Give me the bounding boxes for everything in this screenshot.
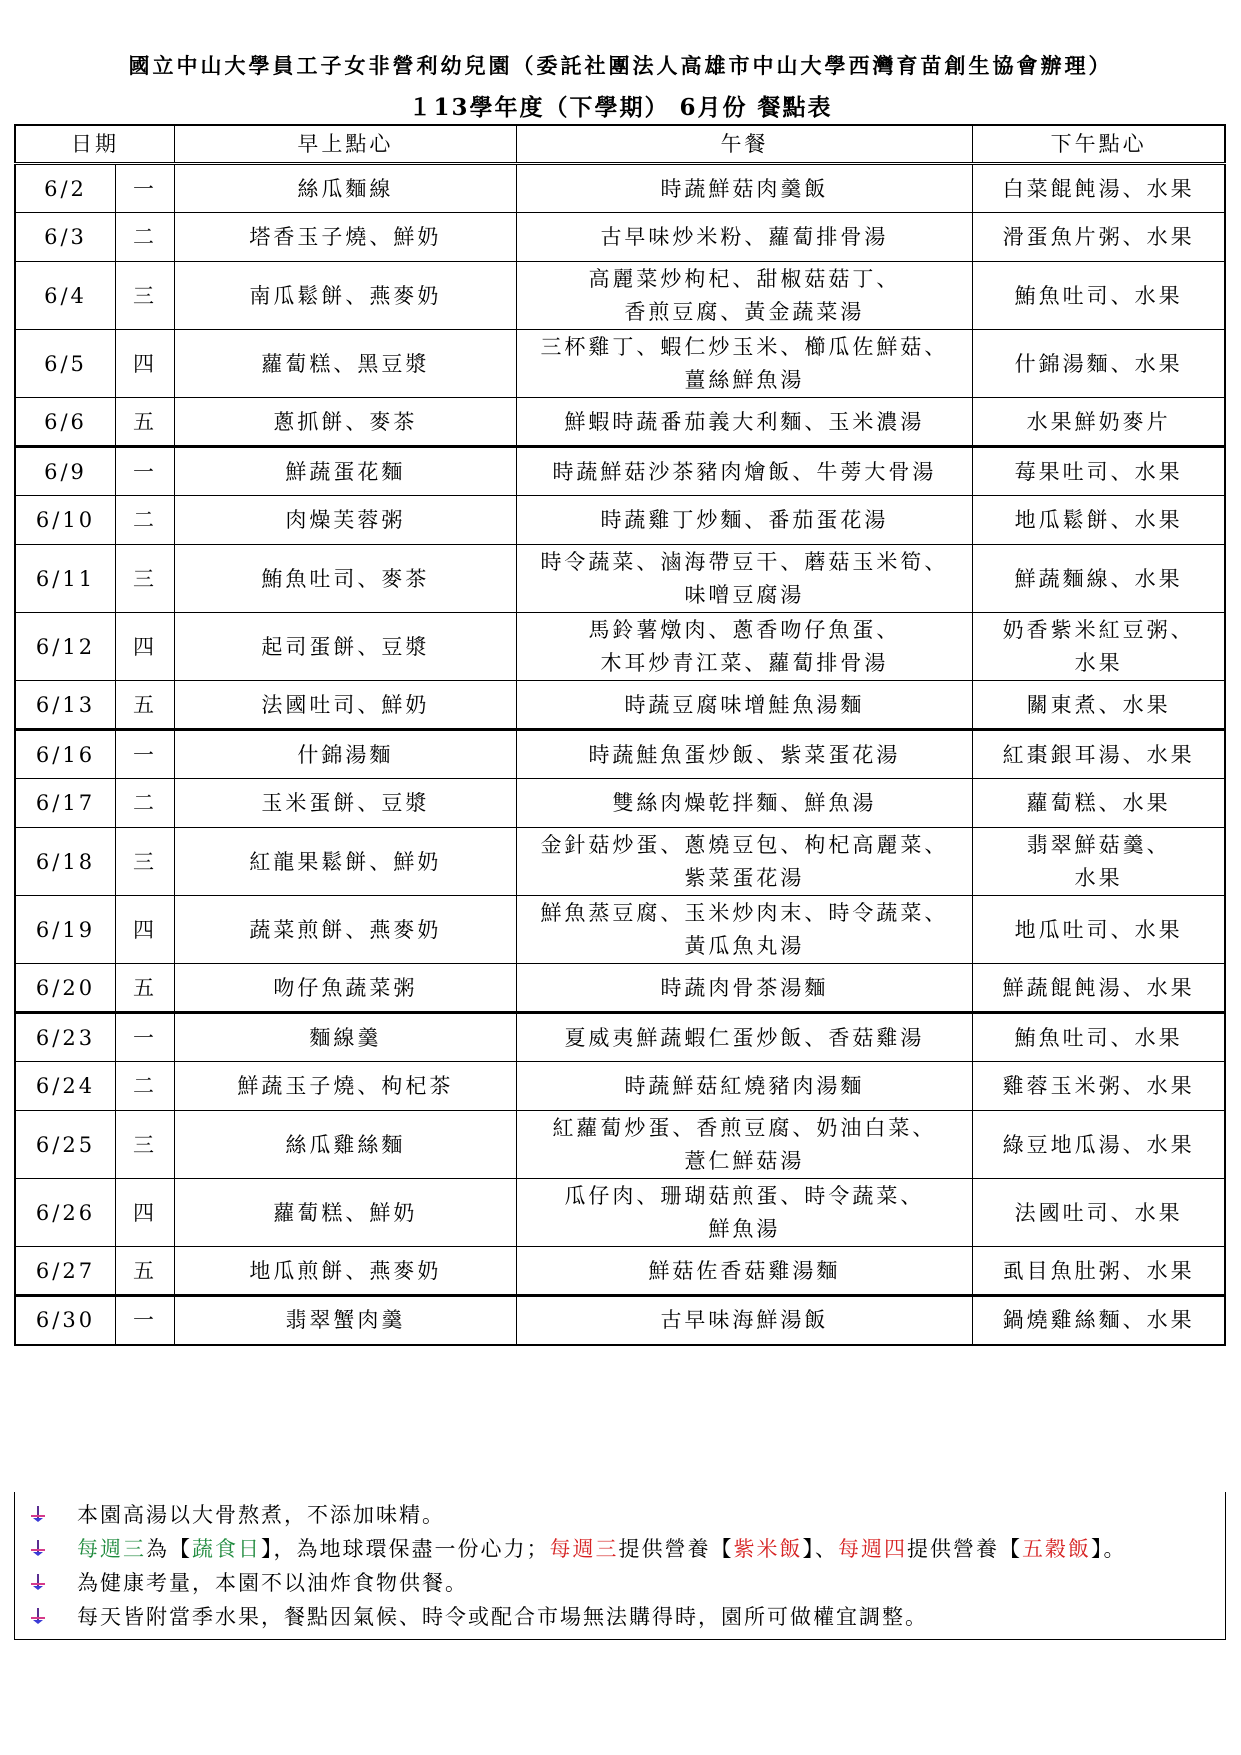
lunch-cell xyxy=(516,964,973,1013)
afternoon-line: 法國吐司、水果 xyxy=(1014,1200,1183,1225)
lunch-line: 黃瓜魚丸湯 xyxy=(684,933,805,958)
weekday-cell: 五 xyxy=(115,681,174,730)
menu-row xyxy=(15,330,1225,398)
afternoon-snack-cell xyxy=(973,828,1225,896)
menu-row xyxy=(15,896,1225,964)
note-2-part: 】，為地球環保盡一份心力； xyxy=(261,1537,550,1561)
lunch-line: 時蔬鮮菇沙茶豬肉燴飯、牛蒡大骨湯 xyxy=(552,459,937,484)
morning-snack-cell: 鮮蔬玉子燒、枸杞茶 xyxy=(175,1062,517,1111)
arrow-bullet-icon xyxy=(31,1608,45,1624)
afternoon-snack-cell xyxy=(973,1296,1225,1345)
afternoon-snack-cell xyxy=(973,730,1225,779)
afternoon-snack-cell xyxy=(973,1247,1225,1296)
lunch-line: 薑絲鮮魚湯 xyxy=(684,367,805,392)
afternoon-snack-cell xyxy=(973,681,1225,730)
weekday-cell: 三 xyxy=(115,1111,174,1179)
morning-snack-cell: 紅龍果鬆餅、鮮奶 xyxy=(175,828,517,896)
morning-snack-cell: 地瓜煎餅、燕麥奶 xyxy=(175,1247,517,1296)
arrow-bullet-icon xyxy=(31,1540,45,1556)
header-row xyxy=(15,125,1225,164)
title-line-2: １13學年度（下學期） 6月份 餐點表 xyxy=(408,94,833,121)
date-cell: 6/5 xyxy=(15,330,115,398)
lunch-cell xyxy=(516,1111,973,1179)
lunch-line: 金針菇炒蛋、蔥燒豆包、枸杞高麗菜、 xyxy=(540,832,949,857)
date-cell: 6/27 xyxy=(15,1247,115,1296)
afternoon-snack-cell xyxy=(973,1111,1225,1179)
menu-row xyxy=(15,447,1225,496)
morning-snack-cell: 肉燥芙蓉粥 xyxy=(175,496,517,545)
morning-snack-cell: 玉米蛋餅、豆漿 xyxy=(175,779,517,828)
afternoon-snack-cell xyxy=(973,964,1225,1013)
afternoon-snack-cell xyxy=(973,398,1225,447)
lunch-line: 古早味炒米粉、蘿蔔排骨湯 xyxy=(600,225,889,249)
note-2-part: 每週四 xyxy=(838,1537,907,1561)
weekday-cell: 五 xyxy=(115,964,174,1013)
morning-snack-cell: 鮮蔬蛋花麵 xyxy=(175,447,517,496)
lunch-cell xyxy=(516,779,973,828)
note-2-part: 五穀飯 xyxy=(1022,1537,1091,1561)
header-lunch: 午餐 xyxy=(516,125,973,164)
note-1-text: 本園高湯以大骨熬煮，不添加味精。 xyxy=(77,1503,445,1527)
note-2-part: 】、 xyxy=(802,1537,838,1561)
menu-row xyxy=(15,613,1225,681)
lunch-cell xyxy=(516,1062,973,1111)
date-cell: 6/24 xyxy=(15,1062,115,1111)
menu-row xyxy=(15,213,1225,262)
lunch-cell xyxy=(516,1179,973,1247)
lunch-line: 時蔬鮭魚蛋炒飯、紫菜蛋花湯 xyxy=(588,742,901,767)
note-2-part: 每週三 xyxy=(77,1537,146,1561)
date-cell: 6/17 xyxy=(15,779,115,828)
date-cell: 6/20 xyxy=(15,964,115,1013)
morning-snack-cell: 什錦湯麵 xyxy=(175,730,517,779)
date-cell: 6/16 xyxy=(15,730,115,779)
lunch-cell xyxy=(516,1296,973,1345)
afternoon-line: 關東煮、水果 xyxy=(1026,692,1171,717)
menu-row xyxy=(15,1013,1225,1062)
morning-snack-cell: 塔香玉子燒、鮮奶 xyxy=(175,213,517,262)
arrow-bullet-icon xyxy=(31,1506,45,1522)
lunch-cell xyxy=(516,447,973,496)
weekday-cell: 五 xyxy=(115,398,174,447)
weekday-cell: 四 xyxy=(115,330,174,398)
weekday-cell: 二 xyxy=(115,213,174,262)
note-4-text: 每天皆附當季水果，餐點因氣候、時令或配合市場無法購得時，園所可做權宜調整。 xyxy=(77,1605,928,1629)
note-2-part: 每週三 xyxy=(549,1537,619,1561)
header-date: 日期 xyxy=(15,125,175,164)
notes-section xyxy=(14,1492,1226,1640)
note-2-part: 紫米飯 xyxy=(733,1537,803,1561)
weekday-cell: 一 xyxy=(115,1013,174,1062)
afternoon-line: 紅棗銀耳湯、水果 xyxy=(1002,742,1195,767)
morning-snack-cell: 蘿蔔糕、黑豆漿 xyxy=(175,330,517,398)
lunch-cell xyxy=(516,213,973,262)
afternoon-snack-cell xyxy=(973,896,1225,964)
afternoon-snack-cell xyxy=(973,213,1225,262)
lunch-line: 紅蘿蔔炒蛋、香煎豆腐、奶油白菜、 xyxy=(552,1115,937,1140)
date-cell: 6/18 xyxy=(15,828,115,896)
afternoon-line: 水果 xyxy=(1074,865,1123,890)
weekday-cell: 一 xyxy=(115,730,174,779)
menu-body xyxy=(15,164,1225,1345)
lunch-line: 鮮蝦時蔬番茄義大利麵、玉米濃湯 xyxy=(564,409,925,434)
lunch-line: 鮮菇佐香菇雞湯麵 xyxy=(648,1258,841,1283)
menu-table xyxy=(14,124,1226,1346)
afternoon-snack-cell xyxy=(973,1062,1225,1111)
menu-row xyxy=(15,262,1225,330)
lunch-line: 香煎豆腐、黃金蔬菜湯 xyxy=(624,299,865,324)
lunch-line: 時蔬豆腐味增鮭魚湯麵 xyxy=(624,692,865,717)
note-2-part: 提供營養【 xyxy=(618,1537,734,1561)
afternoon-snack-cell xyxy=(973,496,1225,545)
afternoon-line: 鮮蔬餛飩湯、水果 xyxy=(1002,975,1195,1000)
lunch-cell xyxy=(516,330,973,398)
afternoon-line: 地瓜吐司、水果 xyxy=(1014,917,1183,942)
lunch-line: 時蔬肉骨茶湯麵 xyxy=(660,975,829,1000)
afternoon-snack-cell xyxy=(973,1179,1225,1247)
header-morning-snack: 早上點心 xyxy=(175,125,517,164)
note-2-part: 蔬食日 xyxy=(192,1537,261,1561)
menu-row xyxy=(15,730,1225,779)
date-cell: 6/3 xyxy=(15,213,115,262)
menu-row xyxy=(15,1179,1225,1247)
weekday-cell: 三 xyxy=(115,262,174,330)
lunch-line: 三杯雞丁、蝦仁炒玉米、櫛瓜佐鮮菇、 xyxy=(540,334,949,359)
lunch-cell xyxy=(516,896,973,964)
lunch-line: 瓜仔肉、珊瑚菇煎蛋、時令蔬菜、 xyxy=(564,1183,925,1208)
afternoon-line: 鍋燒雞絲麵、水果 xyxy=(1002,1308,1195,1333)
morning-snack-cell: 翡翠蟹肉羹 xyxy=(175,1296,517,1345)
weekday-cell: 二 xyxy=(115,779,174,828)
afternoon-line: 地瓜鬆餅、水果 xyxy=(1014,508,1183,532)
note-1 xyxy=(15,1498,1225,1532)
lunch-cell xyxy=(516,164,973,213)
lunch-line: 時蔬鮮菇紅燒豬肉湯麵 xyxy=(624,1074,865,1098)
note-3-text: 為健康考量，本園不以油炸食物供餐。 xyxy=(77,1571,468,1595)
lunch-line: 雙絲肉燥乾拌麵、鮮魚湯 xyxy=(612,791,877,815)
note-2-part: 】。 xyxy=(1091,1537,1127,1561)
lunch-cell xyxy=(516,730,973,779)
weekday-cell: 二 xyxy=(115,1062,174,1111)
weekday-cell: 三 xyxy=(115,545,174,613)
lunch-line: 馬鈴薯燉肉、蔥香吻仔魚蛋、 xyxy=(588,617,901,642)
date-cell: 6/23 xyxy=(15,1013,115,1062)
lunch-line: 薏仁鮮菇湯 xyxy=(684,1148,805,1173)
afternoon-line: 鮪魚吐司、水果 xyxy=(1014,283,1183,308)
arrow-bullet-icon xyxy=(31,1574,45,1590)
weekday-cell: 一 xyxy=(115,447,174,496)
lunch-cell xyxy=(516,1247,973,1296)
date-cell: 6/6 xyxy=(15,398,115,447)
afternoon-line: 什錦湯麵、水果 xyxy=(1014,351,1183,376)
note-2-part: 提供營養【 xyxy=(907,1537,1022,1561)
afternoon-line: 白菜餛飩湯、水果 xyxy=(1002,176,1195,201)
morning-snack-cell: 麵線羹 xyxy=(175,1013,517,1062)
afternoon-line: 滑蛋魚片粥、水果 xyxy=(1002,225,1195,249)
morning-snack-cell: 絲瓜麵線 xyxy=(175,164,517,213)
afternoon-snack-cell xyxy=(973,545,1225,613)
weekday-cell: 二 xyxy=(115,496,174,545)
header-afternoon-snack: 下午點心 xyxy=(973,125,1225,164)
weekday-cell: 一 xyxy=(115,1296,174,1345)
morning-snack-cell: 吻仔魚蔬菜粥 xyxy=(175,964,517,1013)
lunch-line: 味噌豆腐湯 xyxy=(684,582,805,607)
lunch-line: 時令蔬菜、滷海帶豆干、蘑菇玉米筍、 xyxy=(540,549,949,574)
morning-snack-cell: 蘿蔔糕、鮮奶 xyxy=(175,1179,517,1247)
menu-row xyxy=(15,545,1225,613)
weekday-cell: 三 xyxy=(115,828,174,896)
date-cell: 6/9 xyxy=(15,447,115,496)
note-2 xyxy=(15,1532,1225,1566)
lunch-cell xyxy=(516,613,973,681)
afternoon-snack-cell xyxy=(973,330,1225,398)
afternoon-snack-cell xyxy=(973,779,1225,828)
date-cell: 6/19 xyxy=(15,896,115,964)
afternoon-snack-cell xyxy=(973,1013,1225,1062)
afternoon-line: 鮪魚吐司、水果 xyxy=(1014,1025,1183,1050)
date-cell: 6/4 xyxy=(15,262,115,330)
date-cell: 6/10 xyxy=(15,496,115,545)
date-cell: 6/2 xyxy=(15,164,115,213)
note-4 xyxy=(15,1600,1225,1634)
lunch-line: 古早味海鮮湯飯 xyxy=(660,1308,829,1333)
lunch-line: 夏威夷鮮蔬蝦仁蛋炒飯、香菇雞湯 xyxy=(564,1025,925,1050)
lunch-cell xyxy=(516,681,973,730)
afternoon-line: 水果鮮奶麥片 xyxy=(1026,409,1171,434)
afternoon-line: 虱目魚肚粥、水果 xyxy=(1002,1258,1195,1283)
weekday-cell: 四 xyxy=(115,613,174,681)
menu-row xyxy=(15,1111,1225,1179)
menu-row xyxy=(15,1296,1225,1345)
afternoon-line: 綠豆地瓜湯、水果 xyxy=(1002,1132,1195,1157)
lunch-line: 時蔬雞丁炒麵、番茄蛋花湯 xyxy=(600,508,889,532)
menu-row xyxy=(15,496,1225,545)
date-cell: 6/30 xyxy=(15,1296,115,1345)
date-cell: 6/26 xyxy=(15,1179,115,1247)
lunch-line: 高麗菜炒枸杞、甜椒菇菇丁、 xyxy=(588,266,901,291)
date-cell: 6/13 xyxy=(15,681,115,730)
lunch-line: 鮮魚蒸豆腐、玉米炒肉末、時令蔬菜、 xyxy=(540,900,949,925)
morning-snack-cell: 蔬菜煎餅、燕麥奶 xyxy=(175,896,517,964)
date-cell: 6/25 xyxy=(15,1111,115,1179)
lunch-line: 木耳炒青江菜、蘿蔔排骨湯 xyxy=(600,650,889,675)
morning-snack-cell: 法國吐司、鮮奶 xyxy=(175,681,517,730)
morning-snack-cell: 蔥抓餅、麥茶 xyxy=(175,398,517,447)
lunch-line: 鮮魚湯 xyxy=(708,1216,781,1241)
lunch-line: 紫菜蛋花湯 xyxy=(684,865,805,890)
menu-row xyxy=(15,964,1225,1013)
morning-snack-cell: 南瓜鬆餅、燕麥奶 xyxy=(175,262,517,330)
menu-row xyxy=(15,681,1225,730)
menu-row xyxy=(15,1062,1225,1111)
afternoon-line: 莓果吐司、水果 xyxy=(1014,459,1183,484)
lunch-cell xyxy=(516,545,973,613)
menu-row xyxy=(15,164,1225,213)
title-line-1: 國立中山大學員工子女非營利幼兒園（委託社團法人高雄市中山大學西灣育苗創生協會辦理） xyxy=(128,53,1113,78)
afternoon-line: 雞蓉玉米粥、水果 xyxy=(1002,1074,1195,1098)
afternoon-line: 水果 xyxy=(1074,650,1123,675)
lunch-cell xyxy=(516,496,973,545)
morning-snack-cell: 絲瓜雞絲麵 xyxy=(175,1111,517,1179)
afternoon-line: 翡翠鮮菇羹、 xyxy=(1026,832,1171,857)
note-3 xyxy=(15,1566,1225,1600)
menu-row xyxy=(15,779,1225,828)
menu-row xyxy=(15,1247,1225,1296)
date-cell: 6/11 xyxy=(15,545,115,613)
afternoon-line: 蘿蔔糕、水果 xyxy=(1026,791,1171,815)
weekday-cell: 四 xyxy=(115,1179,174,1247)
lunch-cell xyxy=(516,1013,973,1062)
afternoon-snack-cell xyxy=(973,613,1225,681)
afternoon-snack-cell xyxy=(973,447,1225,496)
morning-snack-cell: 鮪魚吐司、麥茶 xyxy=(175,545,517,613)
lunch-cell xyxy=(516,828,973,896)
afternoon-line: 奶香紫米紅豆粥、 xyxy=(1002,617,1195,642)
afternoon-snack-cell xyxy=(973,262,1225,330)
menu-row xyxy=(15,398,1225,447)
weekday-cell: 四 xyxy=(115,896,174,964)
lunch-cell xyxy=(516,262,973,330)
menu-row xyxy=(15,828,1225,896)
lunch-line: 時蔬鮮菇肉羹飯 xyxy=(660,176,829,201)
morning-snack-cell: 起司蛋餅、豆漿 xyxy=(175,613,517,681)
afternoon-snack-cell xyxy=(973,164,1225,213)
weekday-cell: 五 xyxy=(115,1247,174,1296)
note-2-part: 為【 xyxy=(146,1537,192,1561)
date-cell: 6/12 xyxy=(15,613,115,681)
lunch-cell xyxy=(516,398,973,447)
weekday-cell: 一 xyxy=(115,164,174,213)
afternoon-line: 鮮蔬麵線、水果 xyxy=(1014,566,1183,591)
